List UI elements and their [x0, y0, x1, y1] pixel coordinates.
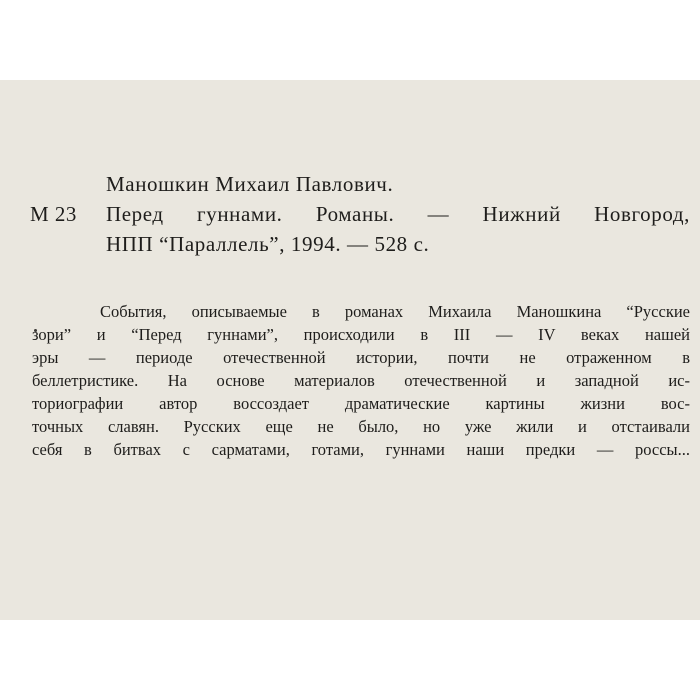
- abstract-line: себя в битвах с сарматами, готами, гуннами наши предки — россы...: [32, 440, 690, 459]
- catalog-card-page: [0, 80, 700, 620]
- author-line: Маношкин Михаил Павлович.: [106, 172, 394, 196]
- index-code: М 23: [30, 202, 77, 226]
- abstract-line: беллетристике. На основе материалов отечественной и западной ис-: [32, 371, 690, 390]
- abstract-line: зори” и “Перед гуннами”, происходили в III — IV веках нашей: [32, 325, 690, 344]
- title-line: Перед гуннами. Романы. — Нижний Новгород,: [106, 202, 690, 226]
- publisher-line: НПП “Параллель”, 1994. — 528 с.: [106, 232, 430, 256]
- abstract-line: точных славян. Русских еще не было, но уже жили и отстаивали: [32, 417, 690, 436]
- abstract-line: ториографии автор воссоздает драматические картины жизни вос-: [32, 394, 690, 413]
- abstract-line: эры — периоде отечественной истории, почти не отраженном в: [32, 348, 690, 367]
- abstract-line: События, описываемые в романах Михаила Маношкина “Русские: [100, 302, 690, 321]
